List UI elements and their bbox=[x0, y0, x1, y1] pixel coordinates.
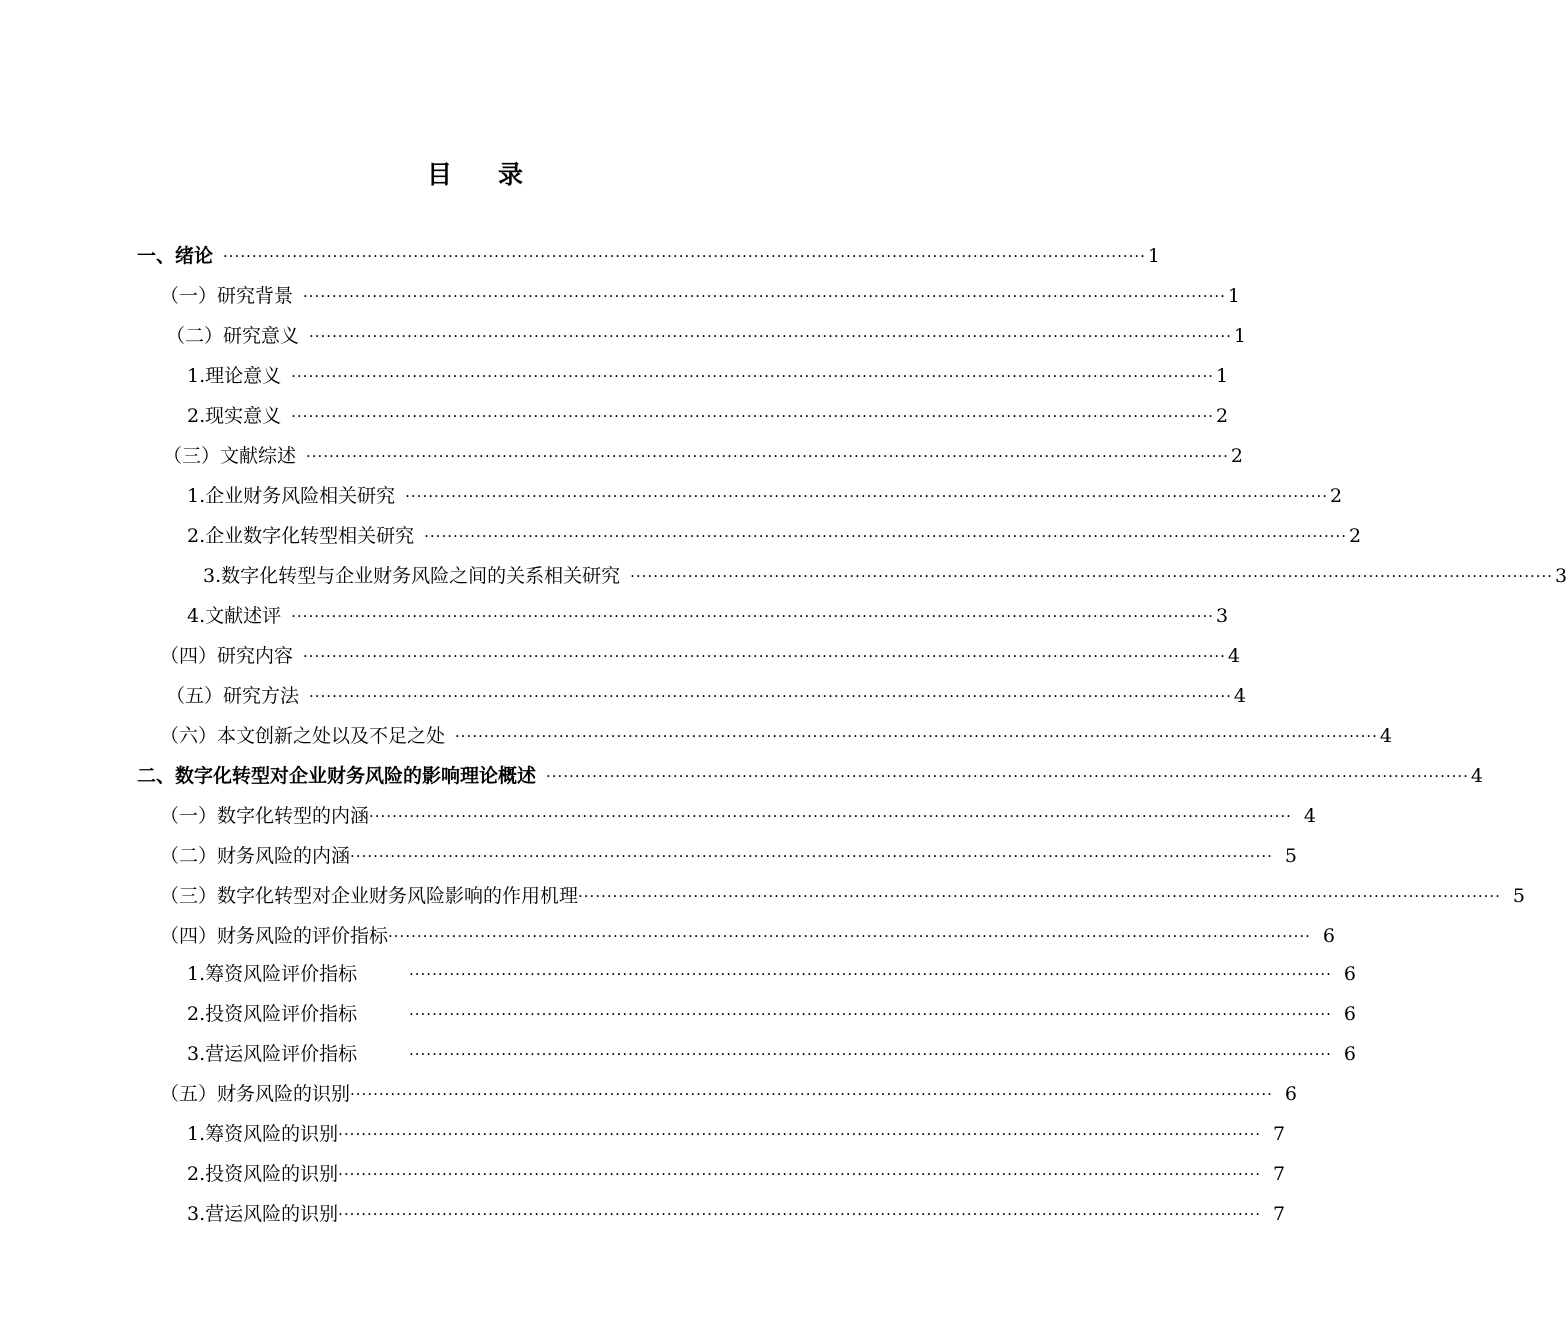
leader-dots: ································································································································································ bbox=[630, 567, 1554, 585]
leader-dots: ································································································································································ bbox=[409, 1045, 1332, 1063]
toc-entry-page: 6 bbox=[1343, 963, 1356, 985]
toc-entry-section[interactable] bbox=[160, 719, 1392, 749]
leader-dots: ································································································································································ bbox=[338, 1205, 1262, 1223]
leader-dots: ································································································································································ bbox=[405, 487, 1329, 505]
toc-entry-page: 2 bbox=[1216, 405, 1229, 427]
toc-entry-page: 2 bbox=[1330, 485, 1343, 507]
toc-entry-section[interactable] bbox=[160, 279, 1240, 309]
leader-dots: ································································································································································ bbox=[350, 1085, 1273, 1103]
toc-entry-label: 4.文献述评 bbox=[187, 605, 282, 627]
toc-entry-label: 3.数字化转型与企业财务风险之间的关系相关研究 bbox=[203, 565, 621, 587]
toc-entry-page: 4 bbox=[1227, 645, 1240, 667]
toc-entry-page: 1 bbox=[1147, 245, 1160, 267]
leader-dots: ································································································································································ bbox=[309, 687, 1232, 705]
toc-entry-page: 1 bbox=[1227, 285, 1240, 307]
leader-dots: ································································································································································ bbox=[369, 807, 1292, 825]
toc-entry-chapter-2[interactable] bbox=[137, 759, 1483, 789]
toc-title bbox=[0, 158, 950, 192]
leader-dots: ································································································································································ bbox=[338, 1165, 1262, 1183]
toc-entry-label: （四）研究内容 bbox=[160, 645, 294, 667]
toc-entry-label: 一、绪论 bbox=[137, 245, 214, 267]
toc-entry-label: （四）财务风险的评价指标 bbox=[160, 925, 389, 947]
toc-entry-section[interactable] bbox=[160, 799, 1316, 829]
toc-entry-section[interactable] bbox=[160, 919, 1335, 949]
leader-dots: ································································································································································ bbox=[309, 327, 1232, 345]
toc-entry-page: 6 bbox=[1343, 1003, 1356, 1025]
toc-entry-label: 2.企业数字化转型相关研究 bbox=[187, 525, 415, 547]
toc-entry-page: 4 bbox=[1379, 725, 1392, 747]
toc-entry-subsection[interactable] bbox=[187, 359, 1229, 389]
toc-entry-subsection[interactable] bbox=[187, 1117, 1286, 1147]
toc-entry-section[interactable] bbox=[160, 879, 1525, 909]
leader-dots: ································································································································································ bbox=[223, 247, 1146, 265]
toc-entry-label: （六）本文创新之处以及不足之处 bbox=[160, 725, 446, 747]
toc-entry-chapter-1[interactable] bbox=[137, 239, 1160, 269]
toc-entry-subsection[interactable] bbox=[187, 479, 1343, 509]
toc-entry-subsection[interactable] bbox=[187, 1157, 1286, 1187]
toc-entry-label: （二）研究意义 bbox=[166, 325, 300, 347]
leader-dots: ································································································································································ bbox=[291, 407, 1215, 425]
leader-dots: ································································································································································ bbox=[388, 927, 1311, 945]
toc-entry-page: 5 bbox=[1284, 845, 1297, 867]
toc-entry-label: 二、数字化转型对企业财务风险的影响理论概述 bbox=[137, 765, 537, 787]
toc-entry-page: 7 bbox=[1273, 1203, 1286, 1225]
toc-entry-label: 2.现实意义 bbox=[187, 405, 282, 427]
toc-entry-page: 7 bbox=[1273, 1163, 1286, 1185]
toc-entry-page: 2 bbox=[1349, 525, 1362, 547]
toc-entry-subsection[interactable] bbox=[187, 997, 1356, 1027]
toc-entry-label: （三）文献综述 bbox=[163, 445, 297, 467]
toc-entry-label: （一）研究背景 bbox=[160, 285, 294, 307]
leader-dots: ································································································································································ bbox=[291, 367, 1215, 385]
toc-entry-label: 2.投资风险评价指标 bbox=[187, 1003, 358, 1025]
leader-dots: ································································································································································ bbox=[306, 447, 1229, 465]
toc-title-char: 录 bbox=[498, 160, 524, 189]
toc-entry-subsection[interactable] bbox=[187, 1197, 1286, 1227]
leader-dots: ································································································································································ bbox=[338, 1125, 1262, 1143]
leader-dots: ································································································································································ bbox=[303, 287, 1226, 305]
toc-entry-label: 1.企业财务风险相关研究 bbox=[187, 485, 396, 507]
toc-entry-label: （五）研究方法 bbox=[166, 685, 300, 707]
toc-entry-label: （一）数字化转型的内涵 bbox=[160, 805, 370, 827]
toc-entry-label: 1.筹资风险的识别 bbox=[187, 1123, 339, 1145]
toc-title-char: 目 bbox=[426, 160, 452, 189]
toc-entry-label: 2.投资风险的识别 bbox=[187, 1163, 339, 1185]
toc-entry-page: 4 bbox=[1233, 685, 1246, 707]
toc-entry-section[interactable] bbox=[160, 1077, 1297, 1107]
toc-entry-page: 7 bbox=[1273, 1123, 1286, 1145]
toc-entry-label: （三）数字化转型对企业财务风险影响的作用机理 bbox=[160, 885, 579, 907]
toc-entry-page: 4 bbox=[1303, 805, 1316, 827]
toc-entry-section[interactable] bbox=[160, 839, 1297, 869]
toc-entry-page: 3 bbox=[1555, 565, 1567, 587]
leader-dots: ································································································································································ bbox=[455, 727, 1378, 745]
leader-dots: ································································································································································ bbox=[350, 847, 1273, 865]
toc-entry-page: 5 bbox=[1512, 885, 1525, 907]
toc-entry-label: （二）财务风险的内涵 bbox=[160, 845, 351, 867]
leader-dots: ································································································································································ bbox=[291, 607, 1215, 625]
toc-entry-page: 6 bbox=[1284, 1083, 1297, 1105]
toc-entry-page: 6 bbox=[1343, 1043, 1356, 1065]
toc-entry-label: 3.营运风险的识别 bbox=[187, 1203, 339, 1225]
toc-entry-subsection[interactable] bbox=[203, 559, 1567, 589]
leader-dots: ································································································································································ bbox=[546, 767, 1469, 785]
toc-entry-subsection[interactable] bbox=[187, 957, 1356, 987]
toc-entry-label: 1.筹资风险评价指标 bbox=[187, 963, 358, 985]
toc-entry-subsection[interactable] bbox=[187, 399, 1229, 429]
leader-dots: ································································································································································ bbox=[578, 887, 1501, 905]
toc-entry-section[interactable] bbox=[166, 679, 1246, 709]
leader-dots: ································································································································································ bbox=[409, 965, 1332, 983]
toc-entry-page: 3 bbox=[1216, 605, 1229, 627]
toc-entry-page: 1 bbox=[1216, 365, 1229, 387]
toc-entry-page: 4 bbox=[1470, 765, 1483, 787]
leader-dots: ································································································································································ bbox=[424, 527, 1348, 545]
toc-entry-subsection[interactable] bbox=[187, 1037, 1356, 1067]
toc-entry-label: （五）财务风险的识别 bbox=[160, 1083, 351, 1105]
toc-entry-subsection[interactable] bbox=[187, 599, 1229, 629]
toc-entry-page: 6 bbox=[1322, 925, 1335, 947]
toc-entry-subsection[interactable] bbox=[187, 519, 1362, 549]
toc-entry-section[interactable] bbox=[163, 439, 1243, 469]
leader-dots: ································································································································································ bbox=[303, 647, 1226, 665]
toc-entry-page: 2 bbox=[1230, 445, 1243, 467]
toc-entry-label: 1.理论意义 bbox=[187, 365, 282, 387]
toc-entry-page: 1 bbox=[1233, 325, 1246, 347]
toc-entry-section[interactable] bbox=[166, 319, 1246, 349]
leader-dots: ································································································································································ bbox=[409, 1005, 1332, 1023]
toc-entry-section[interactable] bbox=[160, 639, 1240, 669]
toc-entry-label: 3.营运风险评价指标 bbox=[187, 1043, 358, 1065]
